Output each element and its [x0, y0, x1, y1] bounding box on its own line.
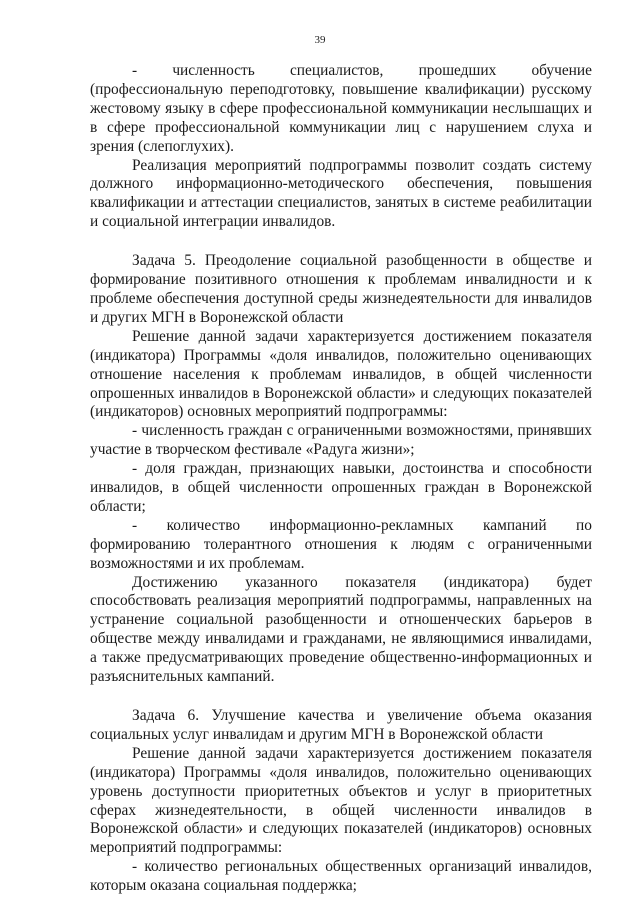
list-item: - количество информационно-рекламных кампаний по формированию толерантного отношения к людям с ограниченными возможностями и их проблемам. [90, 516, 592, 572]
paragraph: Решение данной задачи характеризуется достижением показателя (индикатора) Программы «доля инвалидов, положительно оценивающих уровень доступности приоритетных объектов и услуг в приоритетных сферах жизнедеятельности, в общей численности инвалидов в Воронежской области» и следующих показателей (индикаторов) основных мероприятий подпрограммы: [90, 744, 592, 857]
document-body [90, 62, 592, 896]
paragraph: Решение данной задачи характеризуется достижением показателя (индикатора) Программы «доля инвалидов, положительно оценивающих отношение населения к проблемам инвалидов, в общей численности опрошенных инвалидов в Воронежской области» и следующих показателей (индикаторов) основных мероприятий подпрограммы: [90, 327, 592, 421]
list-item: - численность граждан с ограниченными возможностями, принявших участие в творческом фестивале «Радуга жизни»; [90, 422, 592, 459]
section-heading-task-5: Задача 5. Преодоление социальной разобщенности в обществе и формирование позитивного отношения к проблемам инвалидности и к проблеме обеспечения доступной среды жизнедеятельности для инвалидов и других МГН в Воронежской области [90, 252, 592, 326]
section-heading-task-6: Задача 6. Улучшение качества и увеличение объема оказания социальных услуг инвалидам и другим МГН в Воронежской области [90, 707, 592, 743]
page-number: 39 [314, 34, 326, 46]
paragraph: Достижению указанного показателя (индикатора) будет способствовать реализация мероприятий подпрограммы, направленных на устранение социальной разобщенности и отношенческих барьеров в обществе между инвалидами и гражданами, не являющимися инвалидами, а также предусматривающих проведение общественно-информационных и разъяснительных кампаний. [90, 573, 592, 686]
list-item: - количество региональных общественных организаций инвалидов, которым оказана социальная поддержка; [90, 858, 592, 895]
paragraph: - численность специалистов, прошедших обучение (профессиональную переподготовку, повышение квалификации) русскому жестовому языку в сфере профессиональной коммуникации неслышащих и в сфере профессиональной коммуникации лиц с нарушением слуха и зрения (слепоглухих). [90, 62, 592, 155]
paragraph: Реализация мероприятий подпрограммы позволит создать систему должного информационно-методического обеспечения, повышения квалификации и аттестации специалистов, занятых в системе реабилитации и социальной интеграции инвалидов. [90, 156, 592, 231]
list-item: - доля граждан, признающих навыки, достоинства и способности инвалидов, в общей численности опрошенных граждан в Воронежской области; [90, 460, 592, 515]
